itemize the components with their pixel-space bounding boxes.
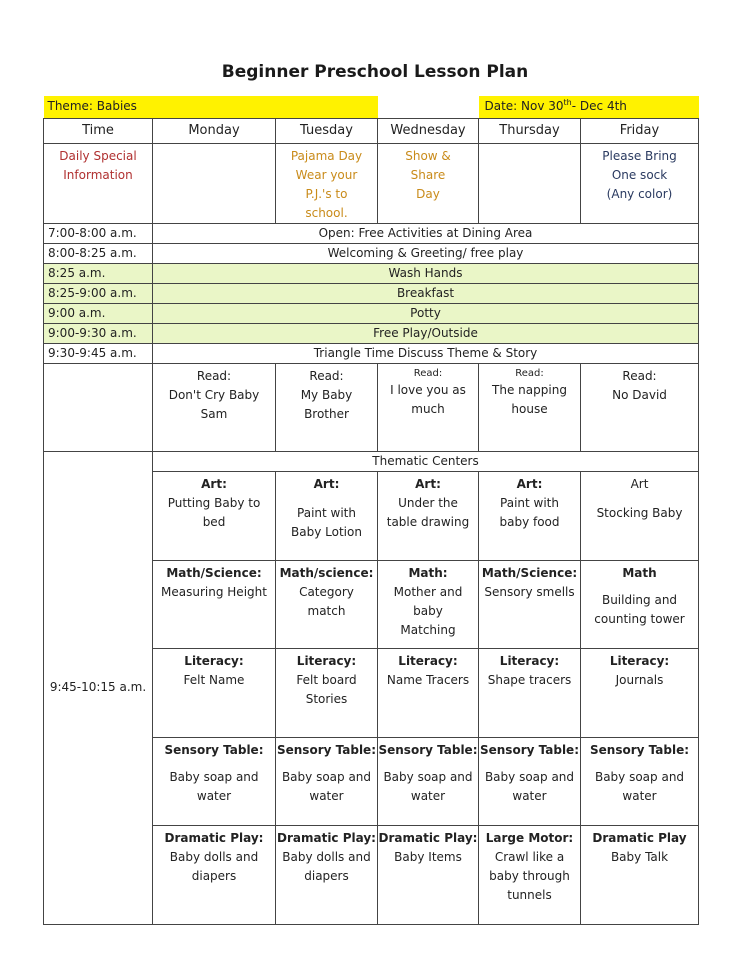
center-line: Paint with <box>500 495 559 510</box>
schedule-row <box>44 343 699 363</box>
center-head: Art: <box>201 476 227 491</box>
sensory-thursday <box>479 737 581 825</box>
center-line: counting tower <box>594 611 685 626</box>
daily-special-wednesday <box>378 143 479 223</box>
read-tuesday <box>276 363 378 451</box>
schedule-time: 9:00-9:30 a.m. <box>44 323 153 343</box>
center-head: Sensory Table: <box>479 742 579 757</box>
literacy-wednesday <box>378 648 479 737</box>
center-line: Baby soap and <box>484 769 575 784</box>
center-head: Art: <box>415 476 441 491</box>
daily-special-line: Pajama Day <box>290 148 363 163</box>
center-head: Art: <box>516 476 543 491</box>
read-line: No David <box>612 387 667 402</box>
literacy-thursday <box>479 648 581 737</box>
daily-special-line: Please Bring <box>602 148 677 163</box>
math-thursday <box>479 560 581 648</box>
dramatic-thursday <box>479 825 581 924</box>
daily-special-monday <box>153 143 276 223</box>
literacy-tuesday <box>276 648 378 737</box>
lesson-plan-table <box>43 96 699 925</box>
read-line: Brother <box>304 406 349 421</box>
center-head: Literacy: <box>609 653 670 668</box>
read-line: The napping <box>492 382 567 397</box>
schedule-row <box>44 323 699 343</box>
center-line: diapers <box>191 868 237 883</box>
schedule-activity: Breakfast <box>153 283 699 303</box>
center-head: Art: <box>313 476 340 491</box>
center-line: baby through <box>489 868 570 883</box>
center-line: Felt Name <box>183 672 245 687</box>
schedule-row <box>44 303 699 323</box>
schedule-activity: Open: Free Activities at Dining Area <box>153 223 699 243</box>
schedule-row <box>44 223 699 243</box>
read-thursday <box>479 363 581 451</box>
art-wednesday <box>378 471 479 560</box>
dramatic-tuesday <box>276 825 378 924</box>
schedule-row <box>44 283 699 303</box>
center-spacer <box>581 494 698 504</box>
literacy-monday <box>153 648 276 737</box>
center-line: tunnels <box>507 887 552 902</box>
daily-special-line: P.J.'s to <box>305 186 348 201</box>
center-spacer <box>276 494 377 504</box>
center-line: water <box>512 788 547 803</box>
center-line: Under the <box>398 495 458 510</box>
center-line: table drawing <box>386 514 470 529</box>
daily-special-line: (Any color) <box>606 186 673 201</box>
read-monday <box>153 363 276 451</box>
date-sup: th <box>563 98 572 108</box>
daily-special-thursday <box>479 143 581 223</box>
center-head: Sensory Table: <box>164 742 264 757</box>
schedule-row <box>44 243 699 263</box>
center-line: Baby dolls and <box>169 849 259 864</box>
read-line: Sam <box>200 406 228 421</box>
sensory-tuesday <box>276 737 378 825</box>
daily-special-line: Information <box>63 167 133 182</box>
center-head: Dramatic Play: <box>164 830 264 845</box>
center-line: Baby Talk <box>610 849 669 864</box>
math-tuesday <box>276 560 378 648</box>
center-head: Sensory Table: <box>276 742 376 757</box>
daily-special-line: Day <box>416 186 440 201</box>
sensory-friday <box>581 737 699 825</box>
center-line: Baby soap and <box>281 769 372 784</box>
daily-special-line: Daily Special <box>59 148 137 163</box>
page-title: Beginner Preschool Lesson Plan <box>221 62 529 82</box>
read-head: Read: <box>622 368 657 383</box>
center-head: Dramatic Play: <box>378 830 478 845</box>
header-thursday: Thursday <box>479 118 581 143</box>
center-line: Putting Baby to <box>167 495 261 510</box>
daily-special-line: Show & <box>405 148 451 163</box>
date-cell <box>479 96 699 118</box>
read-head: Read: <box>515 367 544 379</box>
center-head: Literacy: <box>296 653 357 668</box>
center-head: Math <box>622 565 657 580</box>
center-line: water <box>196 788 232 803</box>
daily-special-label <box>44 143 153 223</box>
center-line: Paint with <box>297 505 356 520</box>
dramatic-wednesday <box>378 825 479 924</box>
center-head: Sensory Table: <box>590 742 690 757</box>
center-head: Large Motor: <box>485 830 574 845</box>
schedule-activity: Triangle Time Discuss Theme & Story <box>153 343 699 363</box>
theme-date-row <box>44 96 699 118</box>
center-line: Crawl like a <box>494 849 565 864</box>
center-line: Matching <box>400 622 456 637</box>
center-line: diapers <box>304 868 349 883</box>
daily-special-line: Share <box>410 167 446 182</box>
center-head: Art <box>630 476 649 491</box>
center-line: Shape tracers <box>487 672 572 687</box>
center-line: Baby dolls and <box>282 849 371 864</box>
center-line: Baby soap and <box>169 769 259 784</box>
center-line: Baby Items <box>394 849 462 864</box>
schedule-time: 8:25 a.m. <box>44 263 153 283</box>
schedule-time: 7:00-8:00 a.m. <box>44 223 153 243</box>
center-line: Journals <box>615 672 664 687</box>
date-suffix: - Dec 4th <box>571 99 627 114</box>
schedule-row <box>44 263 699 283</box>
center-head: Math/Science: <box>481 565 578 580</box>
header-wednesday: Wednesday <box>378 118 479 143</box>
math-monday <box>153 560 276 648</box>
daily-special-tuesday <box>276 143 378 223</box>
read-line: house <box>511 401 548 416</box>
schedule-activity: Free Play/Outside <box>153 323 699 343</box>
math-wednesday <box>378 560 479 648</box>
center-line: Baby soap and <box>594 769 685 784</box>
centers-title: Thematic Centers <box>153 451 699 471</box>
center-line: Baby Lotion <box>291 524 362 539</box>
read-line: much <box>411 401 445 416</box>
center-head: Math: <box>408 565 448 580</box>
dramatic-friday <box>581 825 699 924</box>
days-header-row <box>44 118 699 143</box>
schedule-time: 8:00-8:25 a.m. <box>44 243 153 263</box>
center-line: Name Tracers <box>386 672 470 687</box>
read-line: Don't Cry Baby <box>168 387 260 402</box>
center-spacer <box>378 760 478 768</box>
centers-time: 9:45-10:15 a.m. <box>44 451 153 924</box>
schedule-activity: Wash Hands <box>153 263 699 283</box>
center-spacer <box>479 760 580 768</box>
header-friday: Friday <box>581 118 699 143</box>
center-line: Sensory smells <box>484 584 575 599</box>
math-friday <box>581 560 699 648</box>
art-monday <box>153 471 276 560</box>
center-line: Category <box>299 584 354 599</box>
center-spacer <box>153 760 275 768</box>
center-line: water <box>309 788 344 803</box>
center-head: Math/Science: <box>166 565 262 580</box>
schedule-time: 8:25-9:00 a.m. <box>44 283 153 303</box>
literacy-friday <box>581 648 699 737</box>
center-line: Measuring Height <box>161 584 267 599</box>
center-head: Literacy: <box>499 653 560 668</box>
read-line: My Baby <box>300 387 353 402</box>
center-line: water <box>410 788 446 803</box>
center-head: Literacy: <box>184 653 244 668</box>
theme-label: Theme: Babies <box>47 99 137 114</box>
read-head: Read: <box>413 367 443 379</box>
theme-cell <box>44 96 378 118</box>
schedule-time: 9:30-9:45 a.m. <box>44 343 153 363</box>
dramatic-monday <box>153 825 276 924</box>
center-head: Dramatic Play: <box>277 830 376 845</box>
theme-date-gap <box>378 96 479 118</box>
header-monday: Monday <box>153 118 276 143</box>
header-time: Time <box>44 118 153 143</box>
read-line: I love you as <box>390 382 466 397</box>
center-line: Stocking Baby <box>596 505 683 520</box>
center-line: match <box>307 603 346 618</box>
center-line: Building and <box>601 592 678 607</box>
center-head: Dramatic Play <box>592 830 687 845</box>
center-head: Sensory Table: <box>378 742 478 757</box>
center-spacer <box>581 760 698 768</box>
daily-special-line: Wear your <box>295 167 358 182</box>
center-line: water <box>622 788 657 803</box>
art-thursday <box>479 471 581 560</box>
art-friday <box>581 471 699 560</box>
art-tuesday <box>276 471 378 560</box>
sensory-wednesday <box>378 737 479 825</box>
daily-special-line: One sock <box>611 167 668 182</box>
read-wednesday <box>378 363 479 451</box>
read-row <box>44 363 699 451</box>
center-spacer <box>276 760 377 768</box>
center-line: Felt board <box>296 672 357 687</box>
header-tuesday: Tuesday <box>276 118 378 143</box>
read-time-blank <box>44 363 153 451</box>
schedule-activity: Potty <box>153 303 699 323</box>
center-spacer <box>581 583 698 591</box>
schedule-time: 9:00 a.m. <box>44 303 153 323</box>
daily-special-friday <box>581 143 699 223</box>
center-line: bed <box>202 514 226 529</box>
read-head: Read: <box>196 368 232 383</box>
schedule-activity: Welcoming & Greeting/ free play <box>153 243 699 263</box>
center-line: baby food <box>499 514 560 529</box>
daily-special-line: school. <box>305 205 348 220</box>
sensory-monday <box>153 737 276 825</box>
centers-title-row <box>44 451 699 471</box>
read-head: Read: <box>309 368 344 383</box>
center-head: Literacy: <box>398 653 458 668</box>
center-line: Baby soap and <box>383 769 473 784</box>
center-line: Mother and <box>393 584 463 599</box>
daily-special-row <box>44 143 699 223</box>
date-prefix: Date: Nov 30 <box>484 99 564 114</box>
center-line: baby <box>413 603 443 618</box>
read-friday <box>581 363 699 451</box>
center-line: Stories <box>305 691 348 706</box>
center-head: Math/science: <box>279 565 374 580</box>
